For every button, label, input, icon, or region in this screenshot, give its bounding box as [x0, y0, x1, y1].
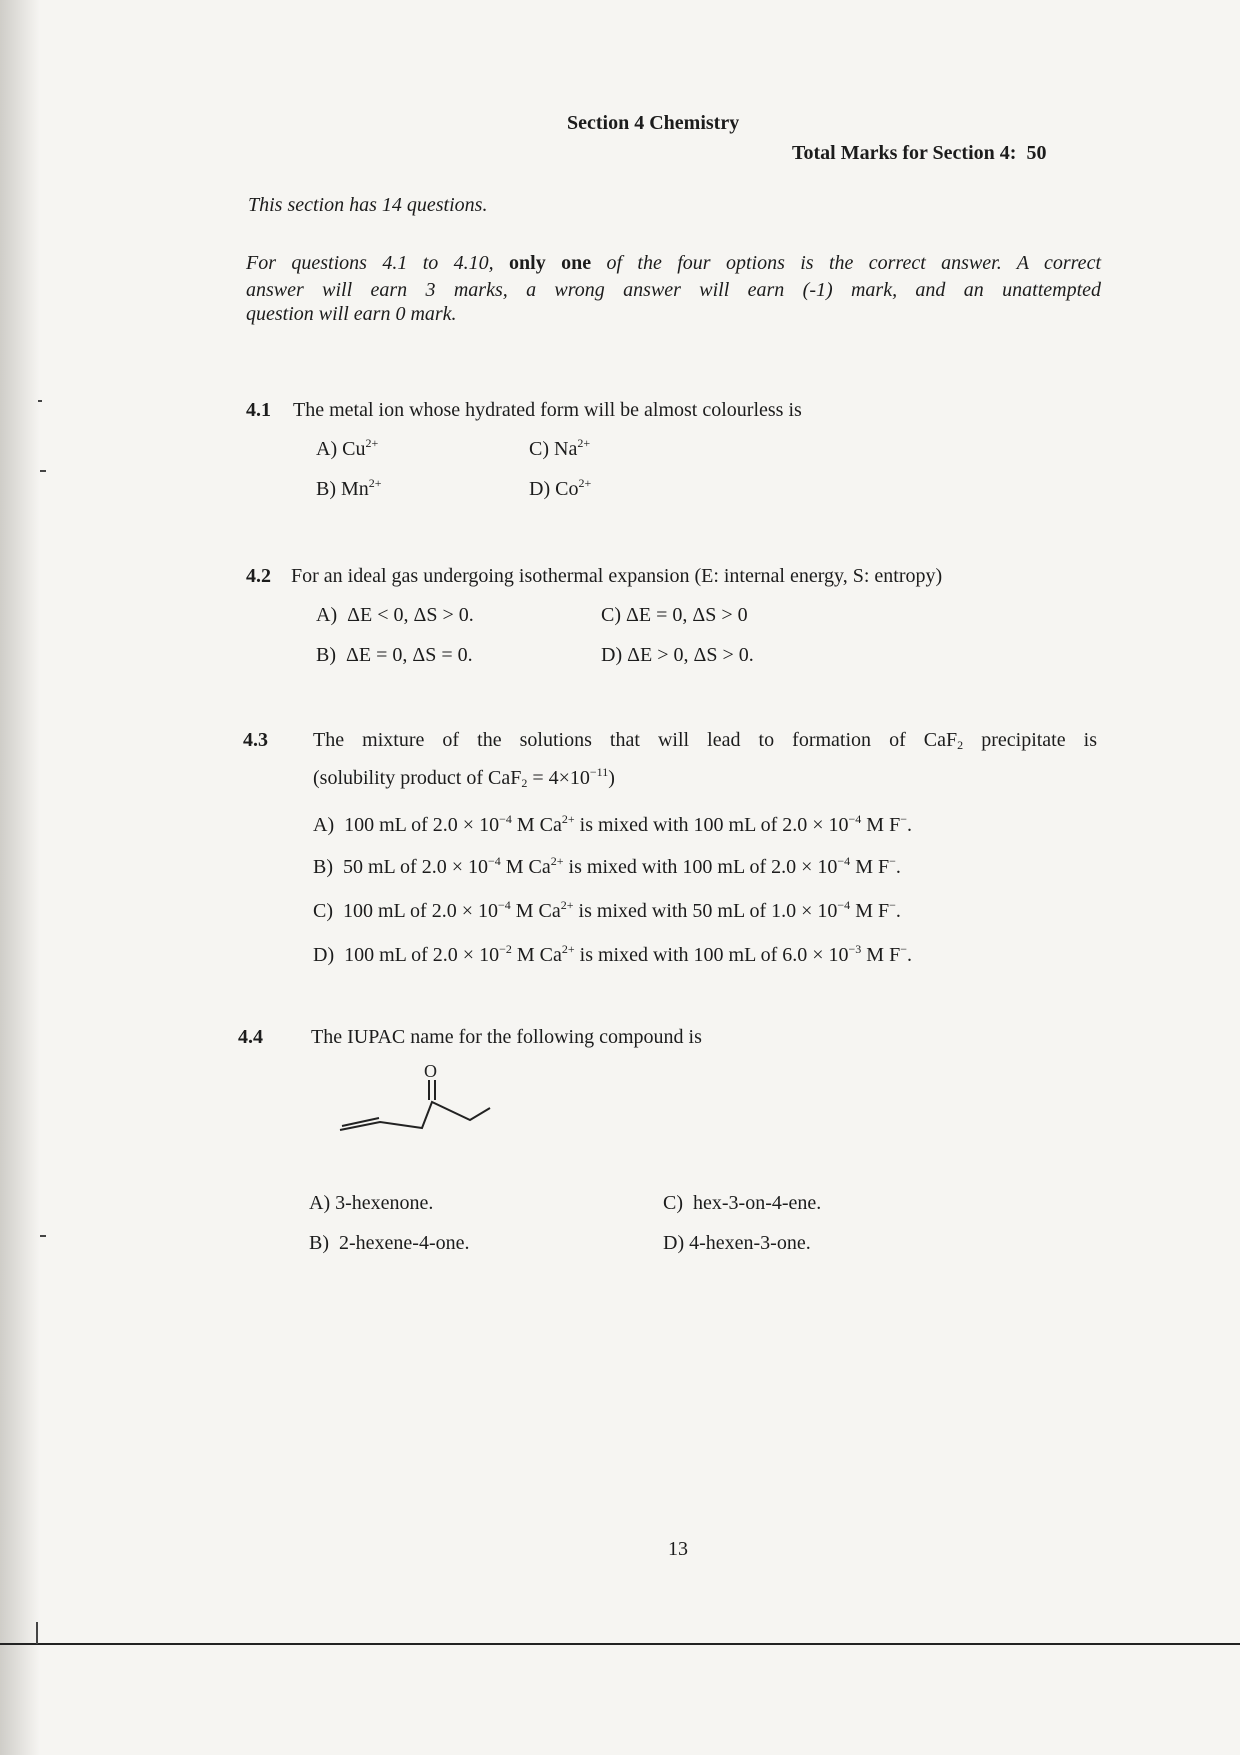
page-number: 13: [668, 1538, 688, 1560]
scan-mark: [40, 1235, 46, 1237]
total-marks-value: 50: [1026, 142, 1047, 164]
option-b: B) ΔE = 0, ΔS = 0.: [316, 644, 473, 666]
option-d: D) 4-hexen-3-one.: [663, 1232, 811, 1254]
question-number: 4.2: [246, 565, 271, 587]
oxygen-label: O: [424, 1061, 437, 1081]
double-bond-line: [342, 1118, 379, 1126]
instructions-emphasis: only one: [509, 252, 592, 274]
total-marks: [792, 141, 1046, 165]
option-a: A) ΔE < 0, ΔS > 0.: [316, 604, 474, 626]
option-c: C) hex-3-on-4-ene.: [663, 1192, 822, 1214]
question-text: The metal ion whose hydrated form will be almost colourless is: [293, 399, 802, 421]
instructions-line-2: answer will earn 3 marks, a wrong answer will earn (-1) mark, and an unattempted: [246, 279, 1101, 301]
scan-edge-shadow: [0, 0, 40, 1755]
option-a: A) 3-hexenone.: [309, 1192, 434, 1214]
option-a: A) $Cu^{2+}$: [316, 436, 379, 460]
scan-mark: [36, 1622, 38, 1644]
compound-structure: [330, 1060, 500, 1140]
option-d: D) $Co^{2+}$: [529, 476, 592, 500]
instructions-line-1: [246, 251, 1101, 275]
question-text: The IUPAC name for the following compound is: [311, 1026, 702, 1048]
instructions-prefix: For questions 4.1 to 4.10,: [246, 252, 494, 274]
question-number: 4.4: [238, 1026, 263, 1048]
instructions-rest: of the four options is the correct answer. A correct: [606, 252, 1101, 274]
scan-mark: [38, 400, 42, 402]
option-d: D) 100 mL of $2.0 \times 10^{-2}$ M $Ca^{2+}$ is mixed with 100 mL of $6.0 \times 10^{-3}$ M F−.: [313, 942, 912, 966]
option-a: A) 100 mL of $2.0 \times 10^{-4}$ M $Ca^{2+}$ is mixed with 100 mL of $2.0 \times 10^{-4}$ M F−.: [313, 812, 912, 836]
carbon-skeleton: [340, 1102, 490, 1130]
option-d: D) ΔE > 0, ΔS > 0.: [601, 644, 754, 666]
instructions-line-3: question will earn 0 mark.: [246, 303, 457, 325]
option-b: B) 2-hexene-4-one.: [309, 1232, 470, 1254]
section-info: This section has 14 questions.: [248, 194, 488, 216]
option-c: C) ΔE = 0, ΔS > 0: [601, 604, 748, 626]
scan-mark: [40, 470, 46, 472]
section-title: Section 4 Chemistry: [567, 112, 740, 134]
page-bottom-rule: [0, 1643, 1240, 1645]
question-number: 4.1: [246, 399, 271, 421]
question-number: 4.3: [243, 729, 268, 751]
question-text-line-2: (solubility product of $CaF_2 = 4\times 10^{-11}$): [313, 765, 615, 790]
option-c: C) $Na^{2+}$: [529, 436, 591, 460]
question-text: The mixture of the solutions that will lead to formation of CaF$_2$ precipitate is: [313, 729, 1098, 752]
option-b: B) $Mn^{2+}$: [316, 476, 382, 500]
question-text: For an ideal gas undergoing isothermal expansion (E: internal energy, S: entropy): [291, 565, 943, 587]
option-c: C) 100 mL of $2.0 \times 10^{-4}$ M $Ca^{2+}$ is mixed with 50 mL of $1.0 \times 10^{-4}$ M F−.: [313, 898, 901, 922]
total-marks-label: Total Marks for Section 4:: [792, 142, 1017, 164]
option-b: B) 50 mL of $2.0 \times 10^{-4}$ M $Ca^{2+}$ is mixed with 100 mL of $2.0 \times 10^{-4}$ M F−.: [313, 854, 901, 878]
